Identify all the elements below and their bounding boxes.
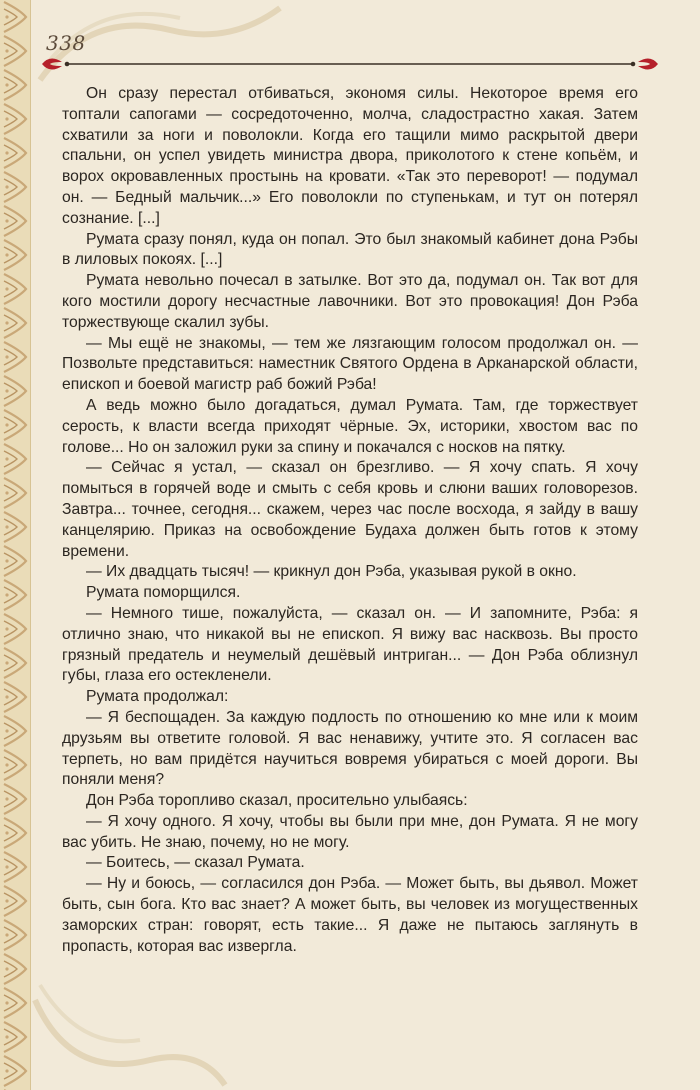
paragraph: Румата продолжал: <box>86 688 229 706</box>
paragraph: — Их двадцать тысяч! — крикнул дон Рэба, указывая рукой в окно. <box>86 563 577 581</box>
left-fleuron-icon <box>42 58 69 69</box>
paragraph: — Сейчас я устал, — сказал он брезгливо. — Я хочу спать. Я хочу помыться в горячей воде и смыть с себя кровь и слюни ваших головорезов. Завтра... точнее, сегодня... скажем, через час после восхода, я зайду в вашу канцелярию. Приказ на освобождение Будаха должен быть готов к этому времени. <box>62 459 638 560</box>
paragraph: А ведь можно было догадаться, думал Румата. Там, где торжествует серость, к власти всегда приходят чёрные. Эх, историки, хвостом вас по голове... Но он заложил руки за спину и покачался с носков на пятку. <box>62 396 638 456</box>
paragraph: Он сразу перестал отбиваться, экономя силы. Некоторое время его топтали сапогами — сосредоточенно, молча, сладострастно хакая. Затем схватили за ноги и поволокли. Когда его тащили мимо раскрытой двери спальни, он успел увидеть министра двора, приколотого к стене копьём, и ворох окровавленных простынь на кровати. «Так это переворот! — подумал он. — Бедный мальчик...» Его поволокли по ступенькам, и тут он потерял сознание. [...] <box>62 85 638 227</box>
paragraph: — Ну и боюсь, — согласился дон Рэба. — Может быть, вы дьявол. Может быть, сын бога. Кто вас знает? А может быть, вы человек из могущественных заморских стран: говорят, есть такие... Я даже не пытаюсь заглянуть в пропасть, которая вас извергла. <box>62 875 638 955</box>
paragraph: — Я беспощаден. За каждую подлость по отношению ко мне или к моим друзьям вы ответите головой. Я вас ненавижу, учтите это. Я согласен вас терпеть, но вам придётся научиться вовремя убираться с моей дороги. Вы поняли меня? <box>62 708 638 789</box>
paragraph: Румата поморщился. <box>86 584 241 602</box>
left-ornamental-border <box>0 0 31 1090</box>
paragraph: Румата сразу понял, куда он попал. Это был знакомый кабинет дона Рэбы в лиловых покоях. [...] <box>62 230 638 269</box>
paragraph: Дон Рэба торопливо сказал, просительно улыбаясь: <box>86 792 468 810</box>
bottom-swirl-icon <box>30 980 230 1090</box>
paragraph: — Немного тише, пожалуйста, — сказал он. — И запомните, Рэба: я отлично знаю, что никакой вы не епископ. Я вижу вас насквозь. Вы просто грязный предатель и неумелый дешёвый интриган... — Дон Рэба облизнул губы, глаза его остекленели. <box>62 604 638 685</box>
page-number: 338 <box>46 31 86 55</box>
paragraph: — Я хочу одного. Я хочу, чтобы вы были при мне, дон Румата. Я не могу вас убить. Не знаю, почему, но не могу. <box>62 812 638 851</box>
right-fleuron-icon <box>631 58 658 69</box>
paragraph: — Мы ещё не знакомы, — тем же лязгающим голосом продолжал он. — Позвольте представиться: наместник Святого Ордена в Арканарской области, епископ и боевой магистр раб божий Рэба! <box>62 334 638 394</box>
border-pattern-icon <box>0 0 30 1090</box>
header-rule <box>40 52 660 76</box>
body-text <box>62 84 638 957</box>
paragraph: — Боитесь, — сказал Румата. <box>86 854 305 872</box>
paragraph: Румата невольно почесал в затылке. Вот это да, подумал он. Так вот для кого мостили дорогу несчастные лавочники. Вот это провокация! Дон Рэба торжествующе скалил зубы. <box>62 272 638 331</box>
